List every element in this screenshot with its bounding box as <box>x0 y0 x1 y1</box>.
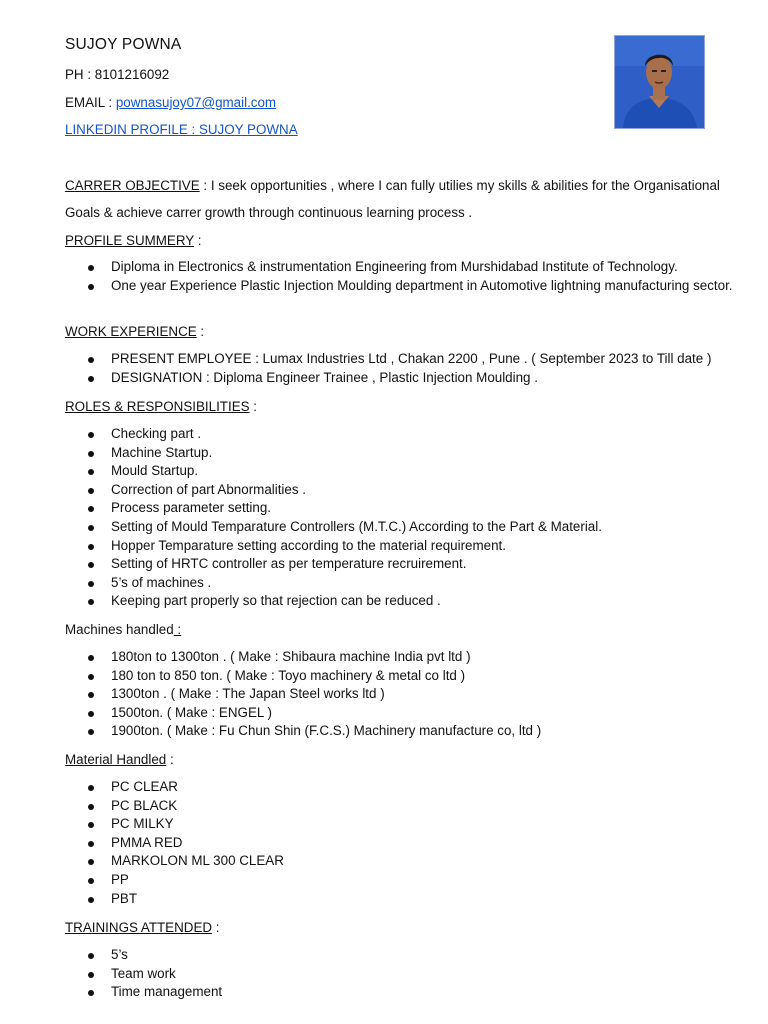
roles-list <box>65 425 602 611</box>
email-line <box>65 94 276 112</box>
work-colon: : <box>196 324 205 339</box>
email-label: EMAIL : <box>65 95 116 110</box>
machines-list <box>65 648 541 741</box>
linkedin-link[interactable]: LINKEDIN PROFILE : SUJOY POWNA <box>65 122 298 137</box>
list-item: Checking part . <box>65 425 602 444</box>
materials-heading-line <box>65 751 174 769</box>
phone-number: 8101216092 <box>94 67 170 82</box>
list-item: Hopper Temparature setting according to the material requirement. <box>65 537 602 556</box>
list-item: Team work <box>65 965 222 984</box>
objective-text-1: : I seek opportunities , where I can fully utilies my skills & abilities for the Organisational <box>199 178 720 193</box>
list-item: PC MILKY <box>65 815 284 834</box>
list-item: 1900ton. ( Make : Fu Chun Shin (F.C.S.) Machinery manufacture co, ltd ) <box>65 722 541 741</box>
list-item: PC CLEAR <box>65 778 284 797</box>
list-item: Diploma in Electronics & instrumentation Engineering from Murshidabad Institute of Technology. <box>65 258 751 277</box>
list-item: 5’s <box>65 946 222 965</box>
summary-heading-line <box>65 232 201 250</box>
list-item: Correction of part Abnormalities . <box>65 481 602 500</box>
machines-heading: Machines handled <box>65 622 174 637</box>
list-item: Machine Startup. <box>65 444 602 463</box>
work-list <box>65 350 711 387</box>
work-heading: WORK EXPERIENCE <box>65 324 197 339</box>
candidate-name: SUJOY POWNA <box>65 36 182 53</box>
materials-heading: Material Handled <box>65 752 167 767</box>
list-item: PBT <box>65 890 284 909</box>
objective-heading: CARRER OBJECTIVE <box>65 178 200 193</box>
list-item: 1500ton. ( Make : ENGEL ) <box>65 704 541 723</box>
list-item: PMMA RED <box>65 834 284 853</box>
phone-label: PH : <box>65 67 95 82</box>
list-item: Keeping part properly so that rejection can be reduced . <box>65 592 602 611</box>
list-item: 1300ton . ( Make : The Japan Steel works ltd ) <box>65 685 541 704</box>
list-item: Setting of HRTC controller as per temperature recruirement. <box>65 555 602 574</box>
summary-heading: PROFILE SUMMERY <box>65 233 194 248</box>
list-item: One year Experience Plastic Injection Moulding department in Automotive lightning manufacturing sector. <box>65 277 751 296</box>
list-item: 5’s of machines . <box>65 574 602 593</box>
roles-heading: ROLES & RESPONSIBILITIES <box>65 399 250 414</box>
list-item: 180 ton to 850 ton. ( Make : Toyo machinery & metal co ltd ) <box>65 667 541 686</box>
roles-heading-line <box>65 398 257 416</box>
list-item: Process parameter setting. <box>65 499 602 518</box>
machines-colon: : <box>173 622 182 637</box>
list-item: PRESENT EMPLOYEE : Lumax Industries Ltd , Chakan 2200 , Pune . ( September 2023 to Till date ) <box>65 350 711 369</box>
list-item: DESIGNATION : Diploma Engineer Trainee , Plastic Injection Moulding . <box>65 369 711 388</box>
list-item: Time management <box>65 983 222 1002</box>
objective-line-1 <box>65 177 720 195</box>
trainings-heading-line <box>65 919 220 937</box>
list-item: Mould Startup. <box>65 462 602 481</box>
list-item: Setting of Mould Temparature Controllers (M.T.C.) According to the Part & Material. <box>65 518 602 537</box>
list-item: PP <box>65 871 284 890</box>
list-item: 180ton to 1300ton . ( Make : Shibaura machine India pvt ltd ) <box>65 648 541 667</box>
list-item: MARKOLON ML 300 CLEAR <box>65 852 284 871</box>
trainings-heading: TRAININGS ATTENDED <box>65 920 213 935</box>
materials-list <box>65 778 284 908</box>
machines-heading-line <box>65 621 181 639</box>
roles-colon: : <box>249 399 258 414</box>
list-item: PC BLACK <box>65 797 284 816</box>
trainings-colon: : <box>212 920 220 935</box>
summary-colon: : <box>193 233 202 248</box>
work-heading-line <box>65 323 204 341</box>
summary-list <box>65 258 751 295</box>
objective-text-2: Goals & achieve carrer growth through continuous learning process . <box>65 205 473 220</box>
phone-line <box>65 66 169 84</box>
email-link[interactable]: pownasujoy07@gmail.com <box>115 95 277 110</box>
person-portrait-icon <box>615 36 704 128</box>
trainings-list <box>65 946 222 1002</box>
materials-colon: : <box>166 752 174 767</box>
profile-photo <box>614 35 705 129</box>
